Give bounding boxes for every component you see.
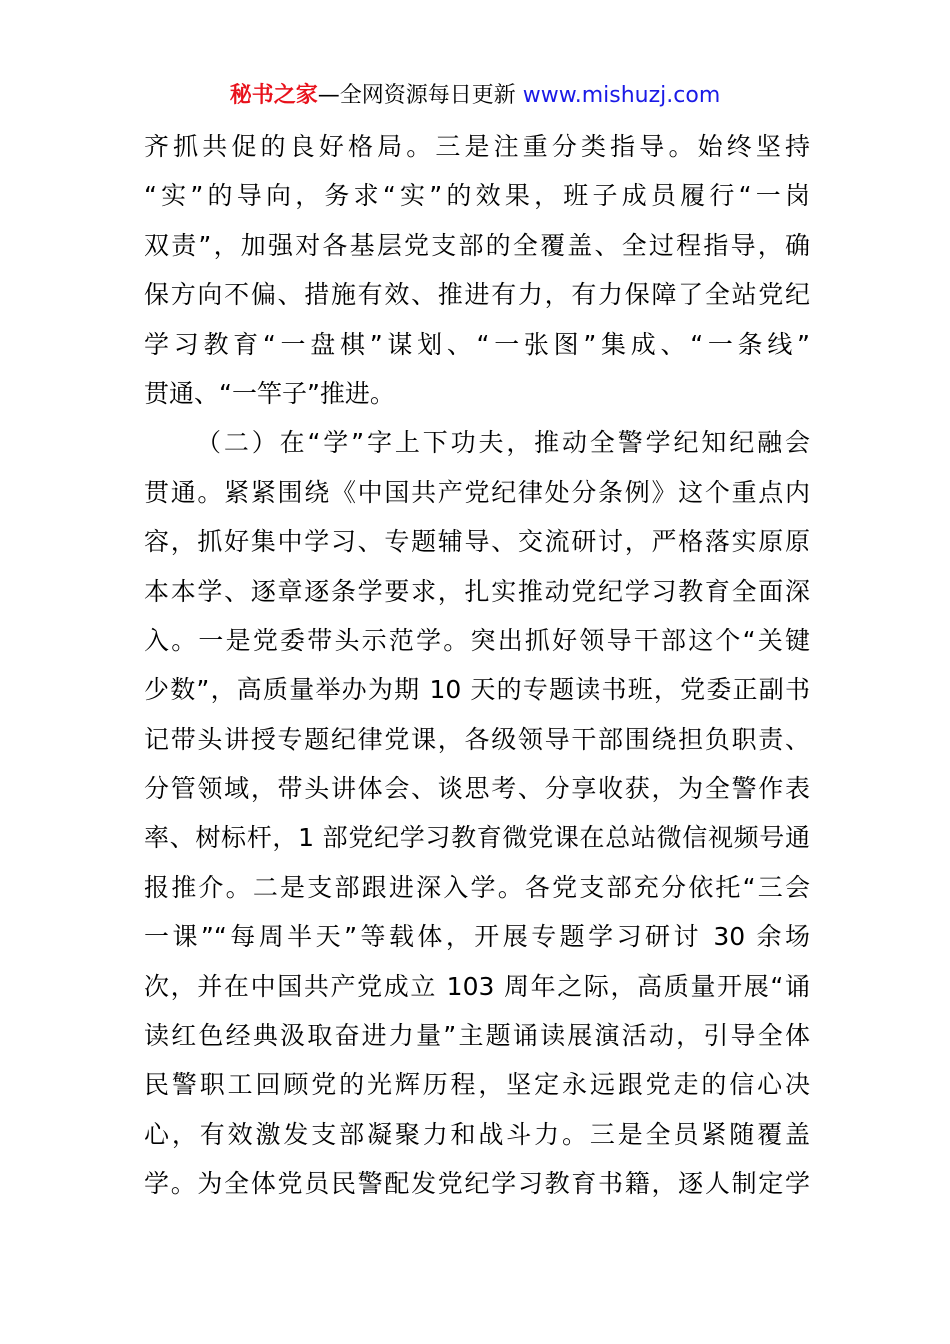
text-line: 少数”，高质量举办为期 10 天的专题读书班，党委正副书 [144, 675, 810, 705]
text-line: 民警职工回顾党的光辉历程，坚定永远跟党走的信心决 [144, 1070, 810, 1100]
site-url-link[interactable]: www.mishuzj.com [515, 83, 721, 108]
text-line: 次，并在中国共产党成立 103 周年之际，高质量开展“诵 [144, 971, 810, 1001]
text-line: 本本学、逐章逐条学要求，扎实推动党纪学习教育全面深 [144, 576, 810, 606]
text-line: 分管领域，带头讲体会、谈思考、分享收获，为全警作表 [144, 774, 810, 804]
text-line: 保方向不偏、措施有效、推进有力，有力保障了全站党纪 [144, 280, 810, 310]
text-line: 率、树标杆，1 部党纪学习教育微党课在总站微信视频号通 [144, 823, 810, 853]
text-line: 学。为全体党员民警配发党纪学习教育书籍，逐人制定学 [144, 1169, 810, 1199]
text-line: 入。一是党委带头示范学。突出抓好领导干部这个“关键 [144, 625, 810, 655]
text-line: 学习教育“一盘棋”谋划、“一张图”集成、“一条线” [144, 329, 810, 359]
document-body [144, 122, 810, 1209]
text-line: 报推介。二是支部跟进深入学。各党支部充分依托“三会 [144, 872, 810, 902]
site-header [0, 82, 950, 110]
header-tagline: —全网资源每日更新 [317, 83, 516, 108]
text-line: 心，有效激发支部凝聚力和战斗力。三是全员紧随覆盖 [144, 1119, 810, 1149]
text-line: 一课”“每周半天”等载体，开展专题学习研讨 30 余场 [144, 922, 810, 952]
text-line: 读红色经典汲取奋进力量”主题诵读展演活动，引导全体 [144, 1021, 810, 1051]
text-line: 贯通、“一竿子”推进。 [144, 378, 395, 408]
text-line: 记带头讲授专题纪律党课，各级领导干部围绕担负职责、 [144, 724, 810, 754]
brand-name: 秘书之家 [229, 83, 318, 108]
text-line: 容，抓好集中学习、专题辅导、交流研讨，严格落实原原 [144, 527, 810, 557]
text-line: “实”的导向，务求“实”的效果，班子成员履行“一岗 [144, 181, 810, 211]
text-line: 双责”，加强对各基层党支部的全覆盖、全过程指导，确 [144, 230, 810, 260]
text-line: 齐抓共促的良好格局。三是注重分类指导。始终坚持 [144, 132, 810, 161]
section-heading-line: （二）在“学”字上下功夫，推动全警学纪知纪融会 [196, 428, 810, 458]
text-line: 贯通。紧紧围绕《中国共产党纪律处分条例》这个重点内 [144, 477, 810, 507]
